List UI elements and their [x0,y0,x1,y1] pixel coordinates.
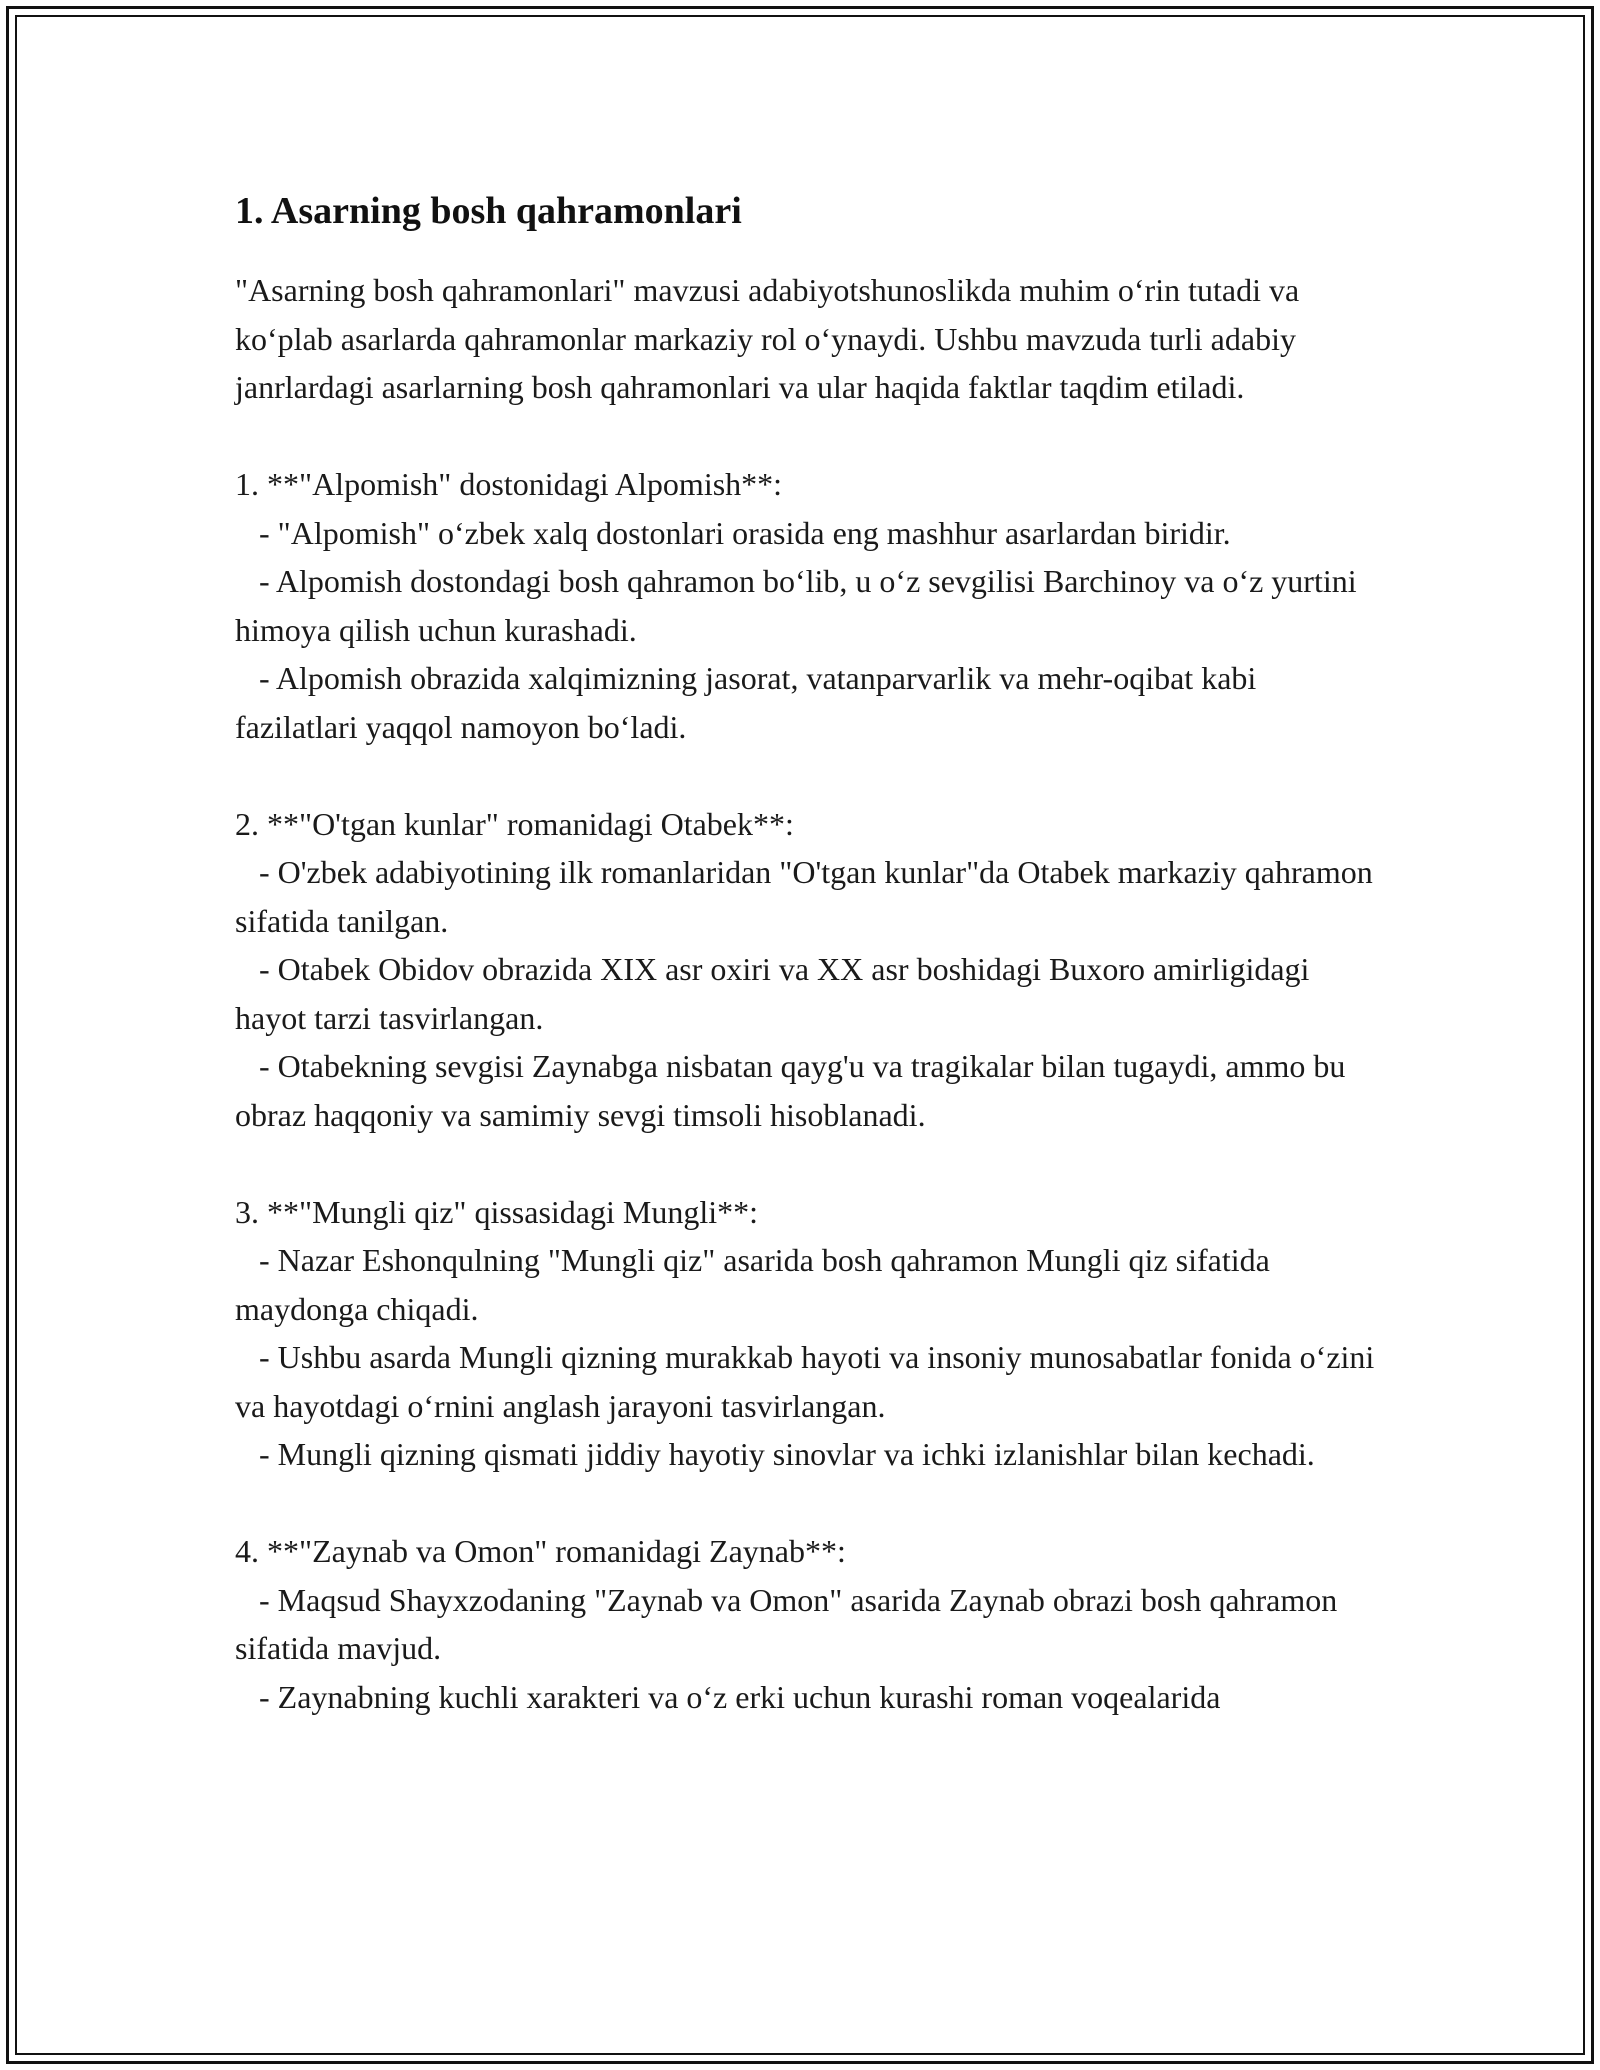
bullet-text: - Alpomish obrazida xalqimizning jasorat, vatanparvarlik va mehr-oqibat kabi fazilatlari yaqqol namoyon bo‘ladi. [235,660,1265,745]
bullet-text: - Zaynabning kuchli xarakteri va o‘z erki uchun kurashi roman voqealarida [235,1678,1221,1715]
section-otabek [235,800,1381,1140]
section-heading: 1. Asarning bosh qahramonlari [235,190,742,232]
section-alpomish [235,460,1375,751]
item-title: 1. **"Alpomish" dostonidagi Alpomish**: [235,466,783,502]
bullet-text: - "Alpomish" o‘zbek xalq dostonlari orasida eng mashhur asarlardan biridir. [235,514,1231,551]
item-title: 3. **"Mungli qiz" qissasidagi Mungli**: [235,1193,759,1230]
section-mungli [235,1188,1383,1479]
bullet-text: - Otabekning sevgisi Zaynabga nisbatan qayg'u va tragikalar bilan tugaydi, ammo bu obraz haqqoniy va samimiy sevgi timsoli hisoblanadi. [235,1048,1354,1133]
item-title: 2. **"O'tgan kunlar" romanidagi Otabek**: [235,805,794,842]
section-zaynab [235,1527,1375,1721]
bullet-text: - O'zbek adabiyotining ilk romanlaridan "O'tgan kunlar"da Otabek markaziy qahramon sifatida tanilgan. [235,854,1381,939]
document-body [235,186,1383,1721]
bullet-text: - Otabek Obidov obrazida XIX asr oxiri va XX asr boshidagi Buxoro amirligidagi hayot tarzi tasvirlangan. [235,951,1318,1036]
bullet-text: - Mungli qizning qismati jiddiy hayotiy sinovlar va ichki izlanishlar bilan kechadi. [235,1436,1315,1472]
bullet-text: - Ushbu asarda Mungli qizning murakkab hayoti va insoniy munosabatlar fonida o‘zini va hayotdagi o‘rnini anglash jarayoni tasvirlangan. [235,1339,1383,1424]
intro-paragraph: "Asarning bosh qahramonlari" mavzusi adabiyotshunoslikda muhim o‘rin tutadi va ko‘plab asarlarda qahramonlar markaziy rol o‘ynaydi. Ushbu mavzuda turli adabiy janrlardagi asarlarning bosh qahramonlari va ular haqida faktlar taqdim etiladi. [235,272,1300,405]
bullet-text: - Maqsud Shayxzodaning "Zaynab va Omon" asarida Zaynab obrazi bosh qahramon sifatida mavjud. [235,1581,1346,1666]
item-title: 4. **"Zaynab va Omon" romanidagi Zaynab**: [235,1533,846,1569]
bullet-text: - Nazar Eshonqulning "Mungli qiz" asarida bosh qahramon Mungli qiz sifatida maydonga chiqadi. [235,1242,1278,1327]
bullet-text: - Alpomish dostondagi bosh qahramon bo‘lib, u o‘z sevgilisi Barchinoy va o‘z yurtini himoya qilish uchun kurashadi. [235,563,1365,648]
